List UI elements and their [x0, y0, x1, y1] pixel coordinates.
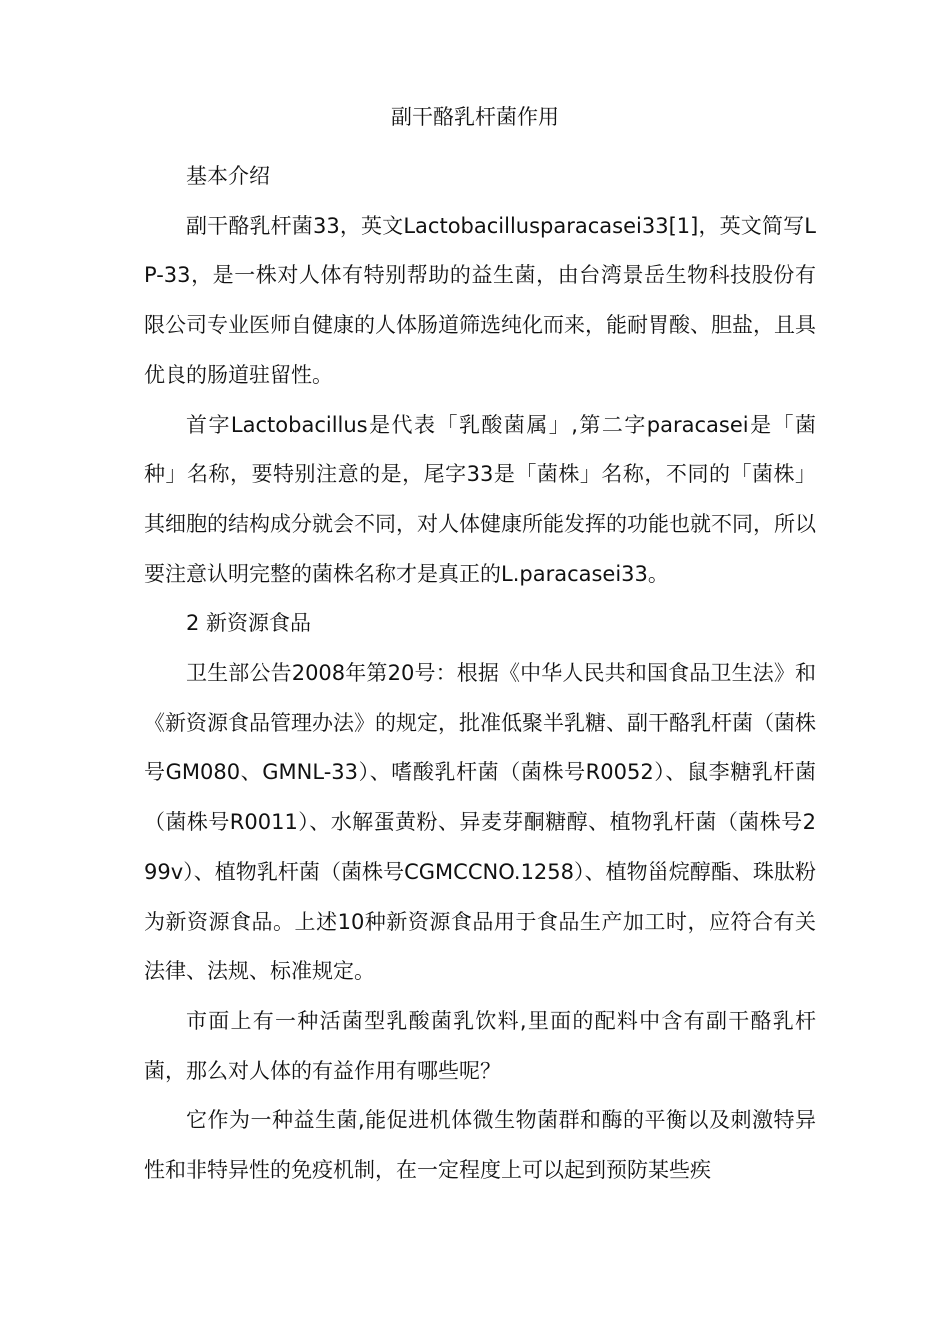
paragraph-lp33-overview: 副干酪乳杆菌33，英文Lactobacillusparacasei33[1]，英文简写LP-33，是一株对人体有特别帮助的益生菌，由台湾景岳生物科技股份有限公司专业医师自健康的人体肠道筛选纯化而来，能耐胃酸、胆盐，且具优良的肠道驻留性。 [144, 213, 816, 387]
document-body [144, 152, 816, 1196]
document-title: 副干酪乳杆菌作用 [391, 105, 559, 129]
paragraph-ministry-announcement: 卫生部公告2008年第20号：根据《中华人民共和国食品卫生法》和《新资源食品管理办法》的规定，批准低聚半乳糖、副干酪乳杆菌（菌株号GM080、GMNL-33）、嗜酸乳杆菌（菌株号R0052）、鼠李糖乳杆菌（菌株号R0011）、水解蛋黄粉、异麦芽酮糖醇、植物乳杆菌（菌株号299v）、植物乳杆菌（菌株号CGMCCNO.1258）、植物甾烷醇酯、珠肽粉为新资源食品。上述10种新资源食品用于食品生产加工时，应符合有关法律、法规、标准规定。 [144, 661, 816, 984]
paragraph-strain-naming: 首字Lactobacillus是代表「乳酸菌属」,第二字paracasei是「菌种」名称，要特别注意的是，尾字33是「菌株」名称，不同的「菌株」其细胞的结构成分就会不同，对人体健康所能发挥的功能也就不同，所以要注意认明完整的菌株名称才是真正的L.paracasei33。 [144, 412, 816, 586]
section-heading-new-resource-food: 2 新资源食品 [186, 611, 312, 636]
paragraph-probiotic-benefits: 它作为一种益生菌,能促进机体微生物菌群和酶的平衡以及刺激特异性和非特异性的免疫机制，在一定程度上可以起到预防某些疾 [144, 1108, 816, 1183]
paragraph-beverage-question: 市面上有一种活菌型乳酸菌乳饮料,里面的配料中含有副干酪乳杆菌，那么对人体的有益作用有哪些呢？ [144, 1008, 816, 1083]
section-heading-intro: 基本介绍 [186, 164, 270, 188]
